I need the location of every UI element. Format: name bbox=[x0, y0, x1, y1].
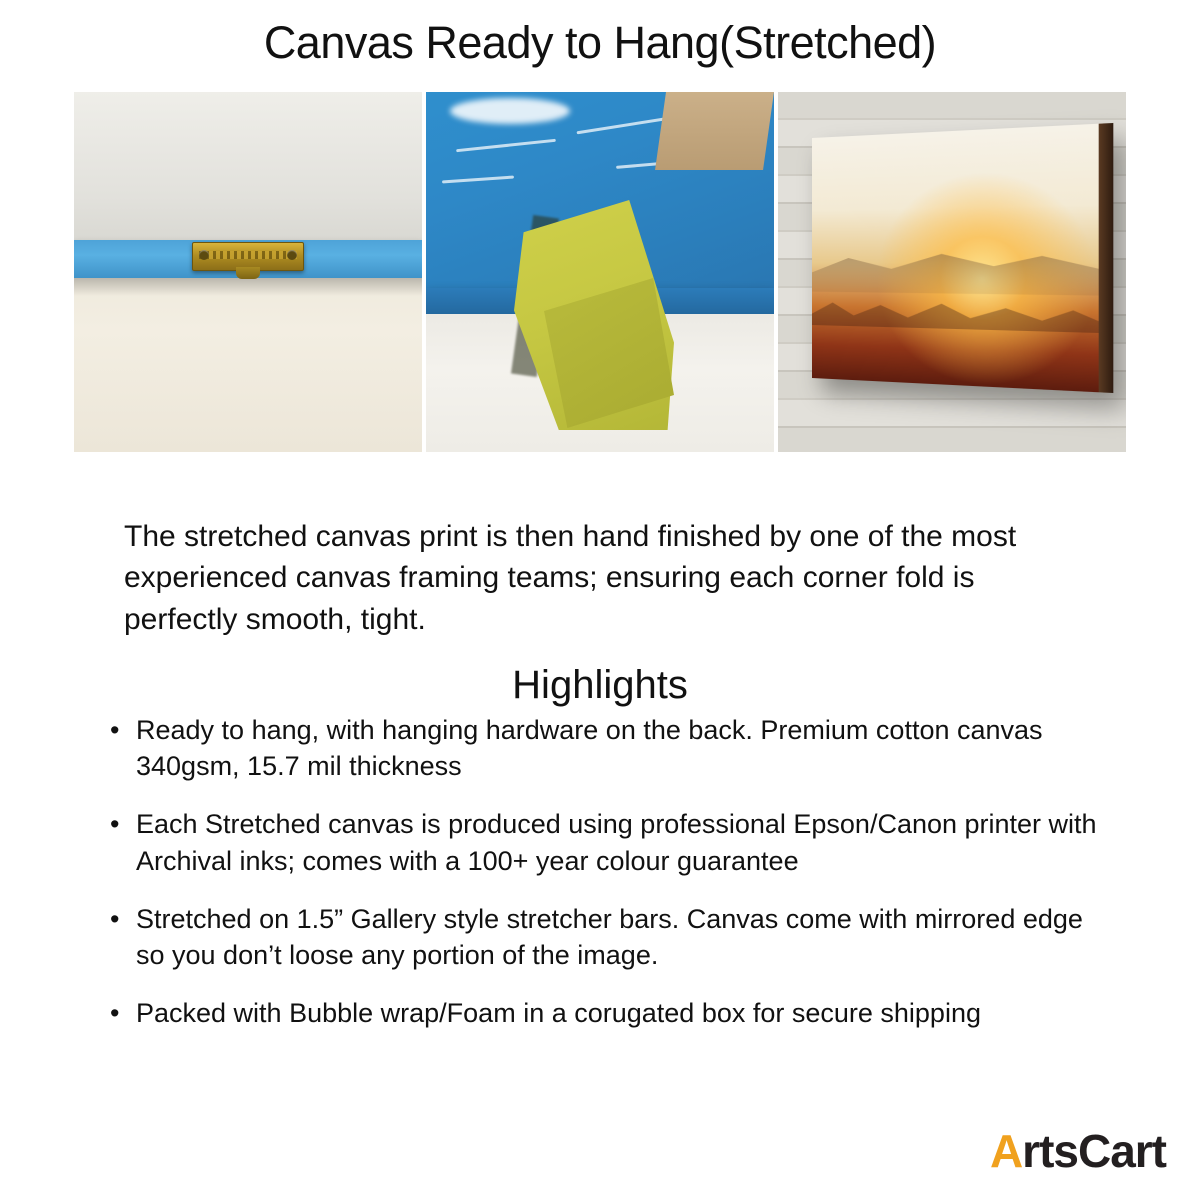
list-item bbox=[104, 712, 1114, 784]
brand-logo-accent: A bbox=[989, 1125, 1023, 1177]
list-item-text: Each Stretched canvas is produced using professional Epson/Canon printer with Archival inks; comes with a 100+ year colour guarantee bbox=[136, 809, 1097, 876]
canvas-corner-fold-photo bbox=[426, 92, 774, 452]
photo3-canvas-side-edge bbox=[1099, 123, 1114, 393]
brand-logo-text: rtsCart bbox=[1022, 1125, 1166, 1177]
intro-paragraph: The stretched canvas print is then hand finished by one of the most experienced canvas framing teams; ensuring each corner fold is perfectly smooth, tight. bbox=[124, 520, 1017, 636]
bullet-marker-icon: • bbox=[110, 998, 120, 1029]
list-item-text: Ready to hang, with hanging hardware on the back. Premium cotton canvas 340gsm, 15.7 mil thickness bbox=[136, 715, 1043, 782]
canvas-back-hanging-bracket-photo bbox=[74, 92, 422, 452]
product-photo-strip bbox=[74, 92, 1126, 452]
highlights-heading: Highlights bbox=[512, 663, 688, 708]
highlights-list bbox=[104, 712, 1114, 1053]
photo2-wave-line bbox=[442, 175, 514, 183]
bracket-notch-icon bbox=[236, 267, 260, 279]
photo3-canvas-frame bbox=[812, 123, 1113, 393]
bullet-marker-icon: • bbox=[110, 809, 120, 840]
canvas-on-wall-photo bbox=[778, 92, 1126, 452]
list-item bbox=[104, 901, 1114, 973]
photo1-canvas-surface bbox=[74, 278, 422, 452]
hanging-bracket-icon bbox=[192, 242, 304, 271]
list-item bbox=[104, 806, 1114, 878]
brand-logo bbox=[990, 1124, 1166, 1178]
list-item-text: Stretched on 1.5” Gallery style stretcher bars. Canvas come with mirrored edge so you don’t loose any portion of the image. bbox=[136, 903, 1083, 970]
photo2-wave-line bbox=[456, 139, 556, 152]
bracket-hole-right-icon bbox=[287, 250, 297, 260]
bracket-hole-left-icon bbox=[199, 250, 209, 260]
bullet-marker-icon: • bbox=[110, 903, 120, 934]
list-item-text: Packed with Bubble wrap/Foam in a corugated box for secure shipping bbox=[136, 998, 981, 1029]
bullet-marker-icon: • bbox=[110, 715, 120, 745]
page-title: Canvas Ready to Hang(Stretched) bbox=[263, 17, 937, 68]
photo2-sand-patch bbox=[655, 92, 774, 170]
photo1-background bbox=[74, 92, 422, 242]
list-item bbox=[104, 995, 1114, 1031]
photo2-cloud-icon bbox=[450, 98, 570, 124]
